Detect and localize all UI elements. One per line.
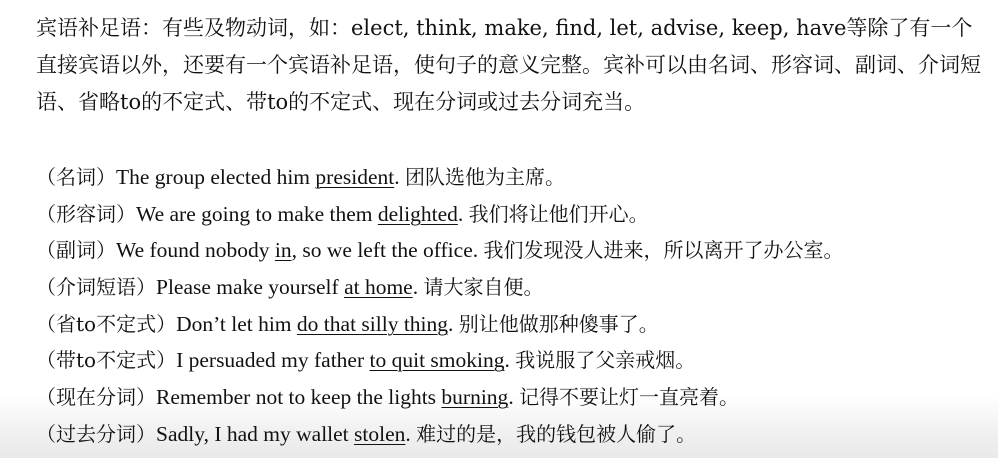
example-complement: in (274, 238, 292, 263)
example-sentence-end: . (394, 165, 405, 189)
example-present-participle (36, 379, 996, 416)
example-sentence-end: , so we left the office. (291, 238, 484, 263)
example-complement: president (315, 165, 395, 189)
example-sentence-end: . (412, 275, 424, 300)
example-adverb (36, 232, 996, 269)
example-complement: to quit smoking (369, 348, 505, 373)
example-sentence-start: Don’t let him (176, 311, 297, 336)
example-sentence-start: We are going to make them (136, 201, 378, 226)
example-bare-infinitive (36, 306, 996, 343)
example-translation: 难过的是，我的钱包被人偷了。 (416, 421, 697, 446)
example-sentence-start: We found nobody (116, 238, 275, 263)
example-complement: do that silly thing (296, 311, 449, 336)
example-tag: （形容词） (36, 201, 136, 226)
example-sentence-start: I persuaded my father (176, 348, 370, 373)
example-tag: （介词短语） (36, 275, 156, 300)
example-sentence-end: . (448, 311, 459, 336)
intro-paragraph: 宾语补足语：有些及物动词，如：elect, think, make, find, let, advise, keep, have等除了有一个直接宾语以外，还要有一个宾语补足语，使句子的意义完整。宾补可以由名词、形容词、副词、介词短语、省略to的不定式、带to的不定式、现在分词或过去分词充当。 (36, 16, 981, 114)
example-tag: （省to不定式） (36, 311, 177, 336)
example-sentence-start: Please make yourself (156, 275, 345, 300)
example-sentence-end: . (508, 385, 520, 410)
example-tag: （名词） (36, 165, 116, 189)
example-list (36, 159, 996, 453)
example-translation: 我说服了父亲戒烟。 (515, 348, 696, 373)
example-translation: 我们将让他们开心。 (468, 201, 649, 226)
example-sentence-start: Sadly, I had my wallet (156, 421, 355, 446)
example-sentence-start: The group elected him (116, 165, 316, 189)
example-complement: at home (344, 275, 413, 300)
example-past-participle (36, 416, 996, 453)
example-translation: 别让他做那种傻事了。 (458, 311, 659, 336)
example-tag: （副词） (36, 238, 116, 263)
example-translation: 我们发现没人进来，所以离开了办公室。 (483, 238, 844, 263)
example-translation: 记得不要让灯一直亮着。 (519, 385, 740, 410)
example-complement: stolen (354, 421, 406, 446)
example-complement: delighted (377, 201, 458, 226)
example-sentence-end: . (504, 348, 516, 373)
example-prepositional-phrase (36, 269, 996, 306)
example-noun (36, 159, 996, 196)
example-tag: （带to不定式） (36, 348, 177, 373)
example-sentence-end: . (405, 421, 417, 446)
example-complement: burning (441, 385, 509, 410)
example-sentence-end: . (457, 201, 469, 226)
example-translation: 请大家自便。 (423, 275, 544, 300)
example-tag: （现在分词） (36, 385, 156, 410)
example-to-infinitive (36, 342, 996, 379)
example-adjective (36, 196, 996, 233)
example-translation: 团队选他为主席。 (404, 165, 565, 189)
example-tag: （过去分词） (36, 421, 156, 446)
example-sentence-start: Remember not to keep the lights (156, 385, 442, 410)
